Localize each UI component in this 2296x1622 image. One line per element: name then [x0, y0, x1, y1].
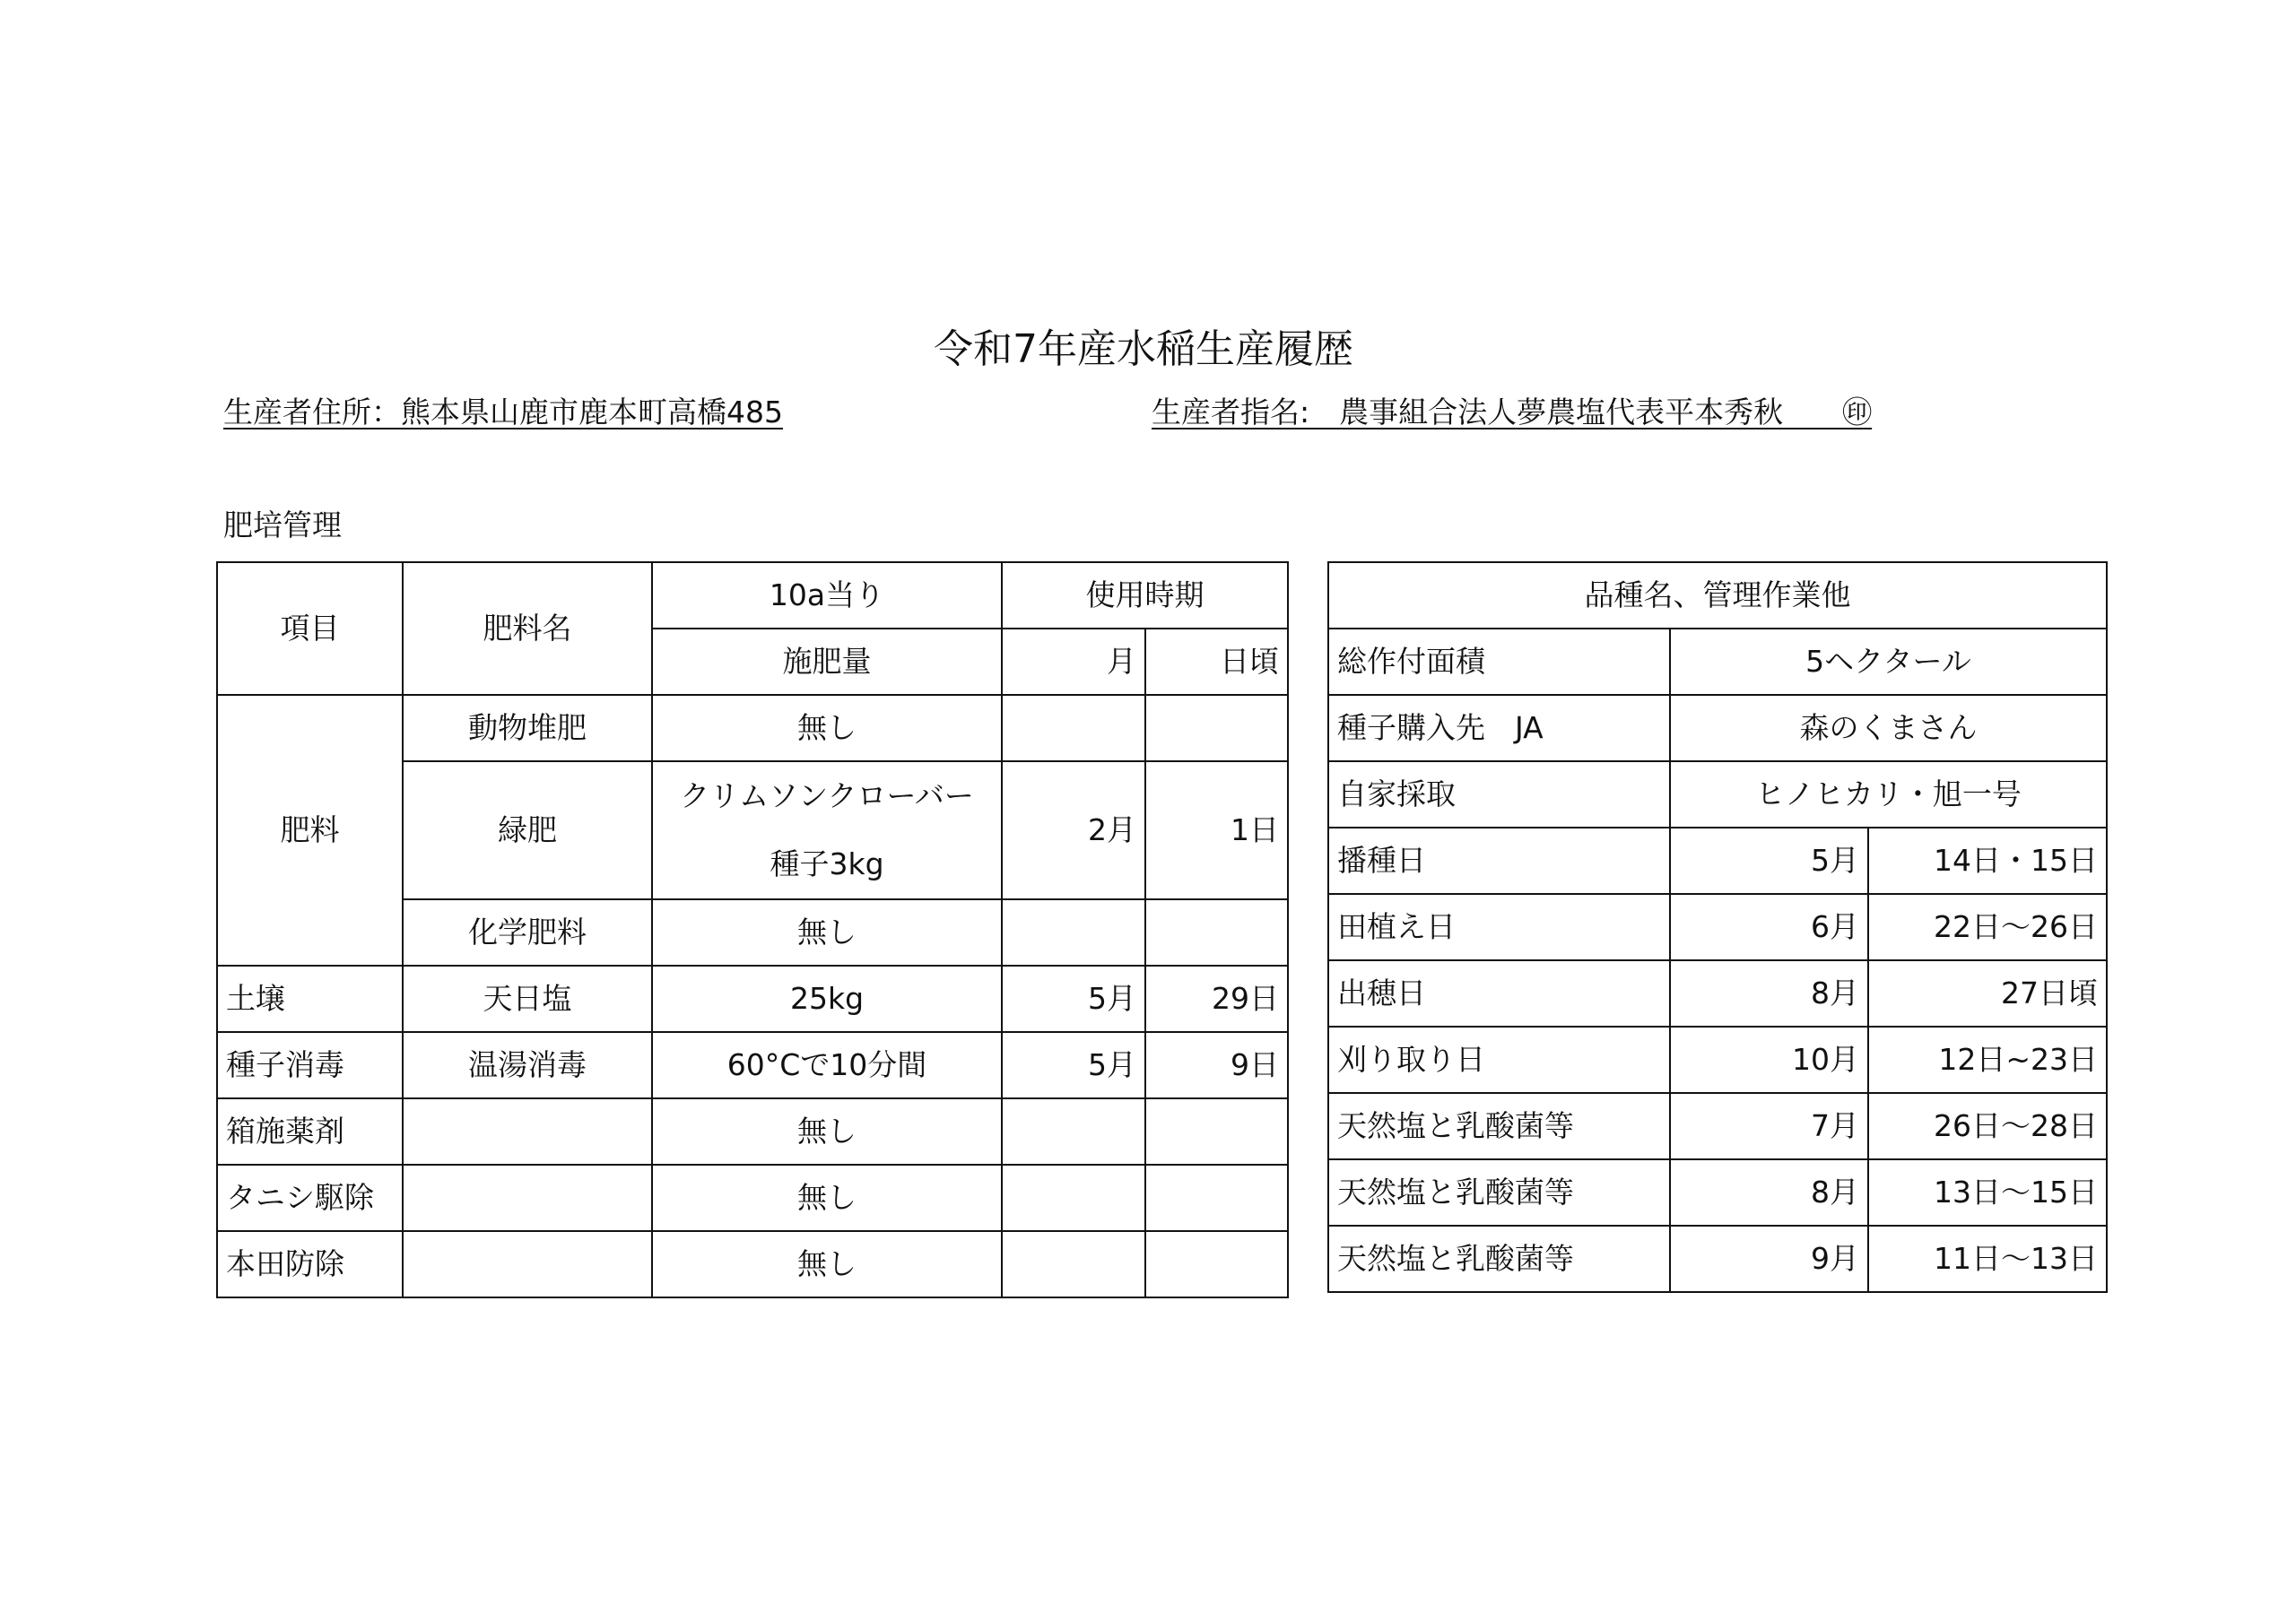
month-cell [1002, 1165, 1145, 1231]
fertilizer-name-cell [403, 1231, 652, 1297]
month-cell [1002, 1098, 1145, 1165]
amount-cell: 無し [652, 1165, 1002, 1231]
month-cell: 10月 [1670, 1027, 1868, 1093]
header-amount: 施肥量 [652, 629, 1002, 695]
fertilizer-name-cell: 緑肥 [403, 761, 652, 899]
table-row [1328, 828, 2107, 894]
fertilizer-name-cell: 天日塩 [403, 966, 652, 1032]
value-cell: ヒノヒカリ・旭一号 [1670, 761, 2107, 828]
day-cell: 26日～28日 [1868, 1093, 2107, 1159]
day-cell [1145, 1231, 1288, 1297]
table-row [1328, 761, 2107, 828]
month-cell: 2月 [1002, 761, 1145, 899]
amount-cell [652, 761, 1002, 899]
table-row [217, 695, 1288, 761]
document-title [0, 325, 2296, 375]
item-cell: 土壌 [217, 966, 403, 1032]
header-fertilizer-name: 肥料名 [403, 562, 652, 695]
month-cell: 5月 [1002, 966, 1145, 1032]
value-cell: 5ヘクタール [1670, 629, 2107, 695]
table-row [217, 1098, 1288, 1165]
day-cell: 9日 [1145, 1032, 1288, 1098]
item-cell: 種子消毒 [217, 1032, 403, 1098]
amount-cell: 60°Cで10分間 [652, 1032, 1002, 1098]
month-cell: 6月 [1670, 894, 1868, 960]
table-row [1328, 1159, 2107, 1226]
item-cell: 箱施薬剤 [217, 1098, 403, 1165]
month-cell: 9月 [1670, 1226, 1868, 1292]
header-month: 月 [1002, 629, 1145, 695]
amount-cell: 無し [652, 1231, 1002, 1297]
header-usage-period: 使用時期 [1002, 562, 1288, 629]
value-cell: 森のくまさん [1670, 695, 2107, 761]
day-cell: 22日～26日 [1868, 894, 2107, 960]
day-cell: 29日 [1145, 966, 1288, 1032]
label-cell: 総作付面積 [1328, 629, 1670, 695]
table-row [1328, 629, 2107, 695]
table-row [1328, 1226, 2107, 1292]
month-cell [1002, 899, 1145, 966]
label-cell: 播種日 [1328, 828, 1670, 894]
table-row [1328, 1093, 2107, 1159]
label-cell: 天然塩と乳酸菌等 [1328, 1093, 1670, 1159]
table-row [217, 1032, 1288, 1098]
fertilizer-name-cell: 温湯消毒 [403, 1032, 652, 1098]
month-cell [1002, 695, 1145, 761]
item-cell: タニシ駆除 [217, 1165, 403, 1231]
day-cell: 14日・15日 [1868, 828, 2107, 894]
day-cell [1145, 899, 1288, 966]
fertilizer-name-cell [403, 1165, 652, 1231]
table-row [217, 1165, 1288, 1231]
day-cell: 11日～13日 [1868, 1226, 2107, 1292]
month-cell [1002, 1231, 1145, 1297]
month-cell: 5月 [1002, 1032, 1145, 1098]
table-row [1328, 960, 2107, 1027]
producer-address: 生産者住所：熊本県山鹿市鹿本町高橋485 [223, 395, 783, 429]
label-cell: 天然塩と乳酸菌等 [1328, 1226, 1670, 1292]
day-cell [1145, 1165, 1288, 1231]
day-cell [1145, 695, 1288, 761]
variety-management-table [1327, 561, 2108, 1293]
fertilizer-name-cell [403, 1098, 652, 1165]
fertilizer-management-table [216, 561, 1289, 1298]
table-row [1328, 894, 2107, 960]
month-cell: 8月 [1670, 960, 1868, 1027]
fertilizer-group-cell: 肥料 [217, 695, 403, 966]
item-cell: 本田防除 [217, 1231, 403, 1297]
day-cell: 12日~23日 [1868, 1027, 2107, 1093]
amount-cell: 無し [652, 1098, 1002, 1165]
table-row [217, 1231, 1288, 1297]
fertilizer-name-cell: 化学肥料 [403, 899, 652, 966]
amount-line-1: クリムソンクローバー [680, 778, 974, 813]
amount-cell: 無し [652, 899, 1002, 966]
day-cell: 27日頃 [1868, 960, 2107, 1027]
amount-line-2: 種子3kg [770, 846, 884, 881]
month-cell: 7月 [1670, 1093, 1868, 1159]
amount-cell: 25kg [652, 966, 1002, 1032]
label-cell: 刈り取り日 [1328, 1027, 1670, 1093]
month-cell: 8月 [1670, 1159, 1868, 1226]
table-row [1328, 695, 2107, 761]
label-cell: 出穂日 [1328, 960, 1670, 1027]
amount-cell: 無し [652, 695, 1002, 761]
label-cell: 天然塩と乳酸菌等 [1328, 1159, 1670, 1226]
header-item: 項目 [217, 562, 403, 695]
header-per-10a: 10a当り [652, 562, 1002, 629]
section-label: 肥培管理 [223, 507, 342, 542]
label-cell: 自家採取 [1328, 761, 1670, 828]
table-row [1328, 1027, 2107, 1093]
day-cell: 13日～15日 [1868, 1159, 2107, 1226]
month-cell: 5月 [1670, 828, 1868, 894]
day-cell: 1日 [1145, 761, 1288, 899]
producer-name: 生産者指名: 農事組合法人夢農塩代表平本秀秋 ㊞ [1152, 395, 1873, 429]
header-day: 日頃 [1145, 629, 1288, 695]
label-cell: 田植え日 [1328, 894, 1670, 960]
day-cell [1145, 1098, 1288, 1165]
fertilizer-name-cell: 動物堆肥 [403, 695, 652, 761]
label-cell: 種子購入先 JA [1328, 695, 1670, 761]
header-variety-management: 品種名、管理作業他 [1328, 562, 2107, 629]
table-row [217, 966, 1288, 1032]
document-title-text: 令和7年産水稲生産履歴 [934, 326, 1353, 372]
